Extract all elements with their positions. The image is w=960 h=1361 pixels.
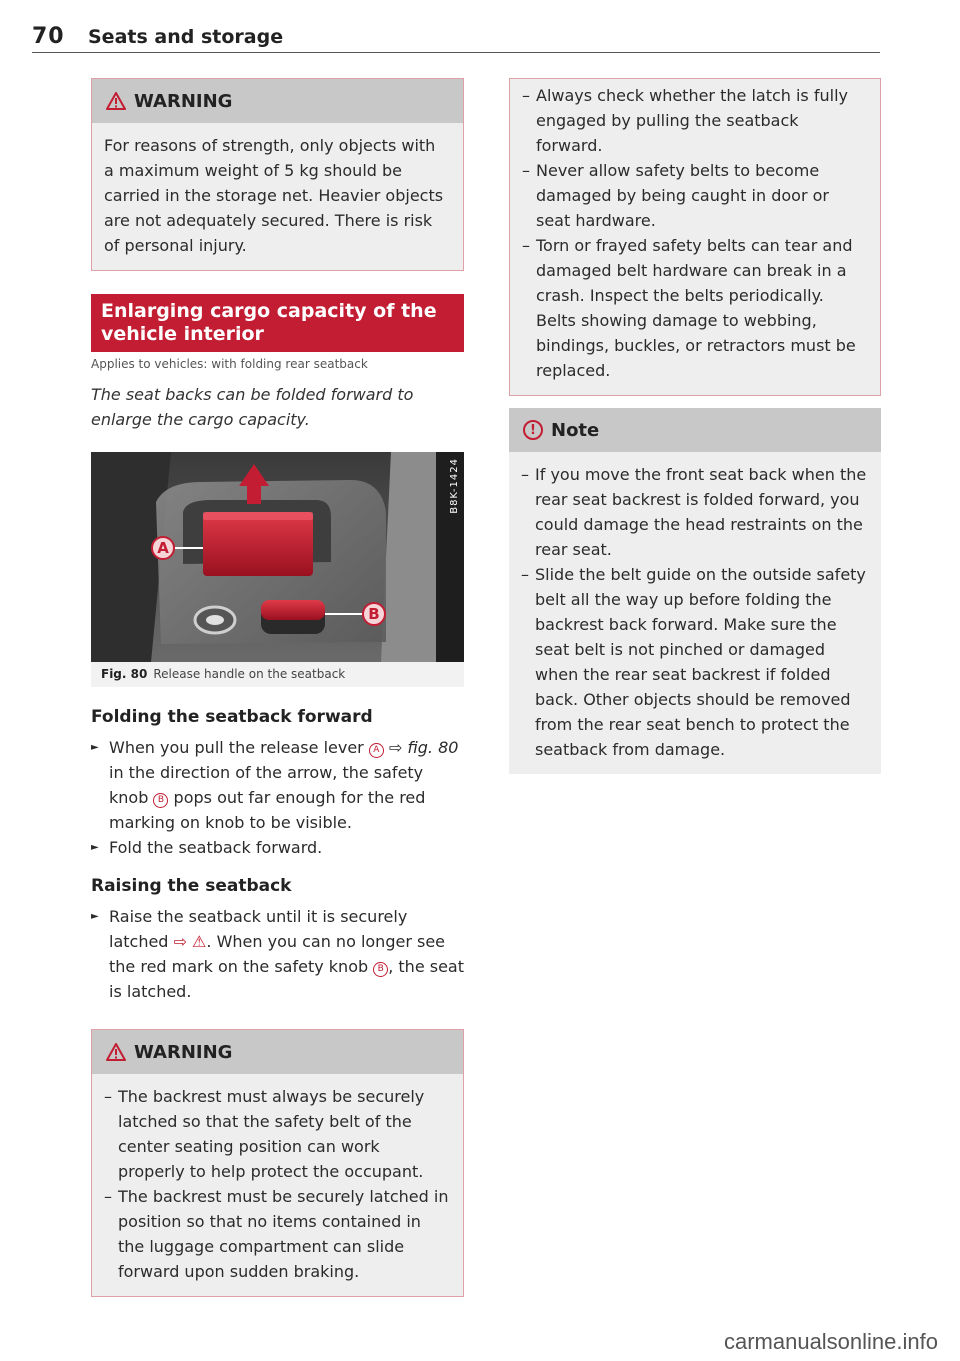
folding-steps [91, 735, 464, 860]
raising-step-1 [91, 904, 464, 1004]
warning-header [92, 79, 463, 123]
warning-box-continued [509, 78, 881, 396]
warning-box-storage-net [91, 78, 464, 271]
watermark: carmanualsonline.info [723, 1329, 938, 1354]
figure-caption-label: Fig. 80 [101, 667, 148, 681]
section-heading: Enlarging cargo capacity of the vehicle interior [91, 294, 464, 352]
folding-step-2: ► Fold the seatback forward. [91, 835, 464, 860]
note-label: Note [551, 419, 600, 441]
raising-step-1-text-b: . When you can no longer see the red mark on the safety knob [109, 932, 445, 976]
note-item: – If you move the front seat back when the rear seat backrest is folded forward, you could damage the head restraints on the rear seat. [521, 462, 867, 562]
warning-continued-item: – Always check whether the latch is fully engaged by pulling the seatback forward. [522, 83, 866, 158]
raising-heading: Raising the seatback [91, 876, 292, 896]
right-column [509, 78, 881, 774]
callout-b: B [362, 602, 386, 626]
warning-triangle-icon [106, 92, 126, 110]
applies-to-note: Applies to vehicles: with folding rear seatback [91, 357, 368, 371]
warning-2-item: – The backrest must be securely latched in position so that no items contained in the luggage compartment can slide forward upon sudden braking. [104, 1184, 449, 1284]
warning-reference-link[interactable]: ⇨ ⚠ [173, 932, 207, 951]
figure-caption-text: Release handle on the seatback [153, 667, 346, 681]
figure-release-handle [91, 452, 464, 662]
figure-reference-link[interactable]: ⇨ fig. 80 [388, 738, 459, 757]
note-header [509, 408, 881, 452]
figure-code: B8K-1424 [449, 458, 460, 514]
section-intro: The seat backs can be folded forward to enlarge the cargo capacity. [91, 385, 414, 429]
left-column [91, 78, 464, 1297]
seatback-illustration [91, 452, 464, 662]
raising-steps [91, 904, 464, 1004]
callout-b-inline: B [153, 793, 168, 808]
note-item: – Slide the belt guide on the outside safety belt all the way up before folding the backrest back forward. Make sure the seat belt is not pinched or damaged when the rear seat backrest if folded back. Other objects should be removed from the rear seat bench to protect the seatback from damage. [521, 562, 867, 762]
warning-continued-body [510, 79, 880, 395]
note-body [509, 452, 881, 774]
raising-step-1-text-a: Raise the seatback until it is securely latched [109, 907, 408, 951]
warning-text: For reasons of strength, only objects with a maximum weight of 5 kg should be carried in the storage net. Heavier objects are not adequately secured. There is risk of personal injury. [92, 123, 463, 270]
callout-a: A [151, 536, 175, 560]
warning-label: WARNING [134, 90, 233, 112]
warning-label-2: WARNING [134, 1041, 233, 1063]
warning-continued-item: – Never allow safety belts to become damaged by being caught in door or seat hardware. [522, 158, 866, 233]
folding-heading: Folding the seatback forward [91, 707, 373, 727]
note-box [509, 408, 881, 774]
callout-a-inline: A [369, 743, 384, 758]
warning-header-2 [92, 1030, 463, 1074]
page-number: 70 [32, 24, 65, 49]
section-title: Seats and storage [88, 26, 284, 48]
folding-step-1-text-b: in the direction of the arrow, the safety knob [109, 763, 424, 807]
folding-step-1-text-a: When you pull the release lever [109, 738, 364, 757]
warning-triangle-icon [106, 1043, 126, 1061]
warning-continued-item: – Torn or frayed safety belts can tear and damaged belt hardware can break in a crash. Inspect the belts periodically. Belts showing damage to webbing, bindings, buckles, or retractors must be replaced. [522, 233, 866, 383]
raising-step-1-text-c: , the seat is latched. [109, 957, 465, 1001]
warning-2-body [92, 1074, 463, 1296]
folding-step-1 [91, 735, 464, 835]
folding-step-1-text-c: pops out far enough for the red marking on knob to be visible. [109, 788, 426, 832]
warning-box-backrest [91, 1029, 464, 1297]
warning-2-item: – The backrest must always be securely latched so that the safety belt of the center seating position can work properly to help protect the occupant. [104, 1084, 449, 1184]
callout-b-inline-2: B [373, 962, 388, 977]
header-rule [32, 52, 880, 53]
figure-caption [91, 662, 464, 687]
info-circle-icon: ! [523, 420, 543, 440]
